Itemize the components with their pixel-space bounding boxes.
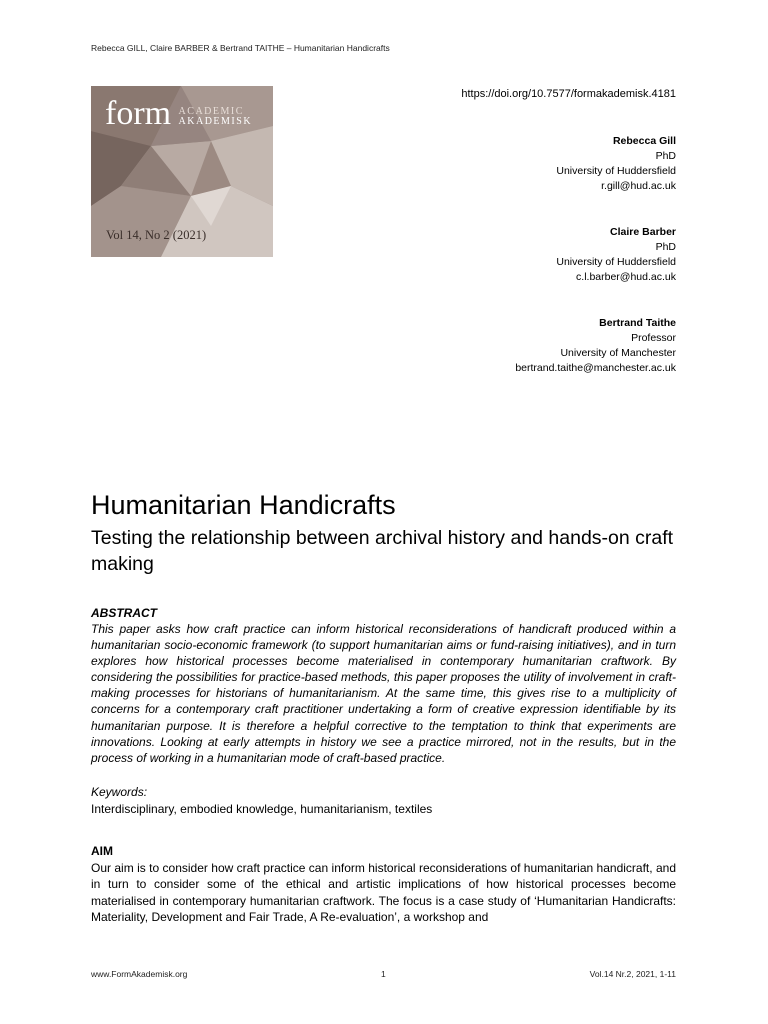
footer-citation: Vol.14 Nr.2, 2021, 1-11	[589, 969, 676, 979]
abstract-text: This paper asks how craft practice can inform historical reconsiderations of handicraft produced within a humanitarian socio-economic framework (to support humanitarian aims or fund-raising initiatives), and in turn explores how historical processes become materialised in contemporary humanitarian craftwork. By considering the possibilities for practice-based methods, this paper proposes the utility of involvement in craft-making processes for historians of humanitarianism. At the same time, this gives rise to a multiplicity of concerns for a contemporary craft practitioner undertaking a form of creative expression identifiable by its humanitarian purpose. It is therefore a helpful corrective to the temptation to think that experiments are innovations. Looking at early attempts in history we see a practice mirrored, not in the results, but in the process of working in a humanitarian mode of craft-based practice.	[91, 622, 676, 765]
author-name: Bertrand Taithe	[599, 317, 676, 329]
aim-heading: AIM	[91, 844, 113, 858]
keywords-label: Keywords:	[91, 785, 148, 799]
author-block	[515, 225, 676, 285]
author-name: Rebecca Gill	[612, 135, 676, 147]
paper-subtitle: Testing the relationship between archival history and hands-on craft making	[91, 527, 674, 575]
author-block	[515, 134, 676, 194]
footer-page-number: 1	[381, 969, 386, 979]
author-list	[515, 134, 676, 407]
author-email[interactable]: r.gill@hud.ac.uk	[601, 180, 676, 192]
cover-logo-akademisk: AKADEMISK	[178, 116, 253, 127]
footer-website[interactable]: www.FormAkademisk.org	[91, 969, 188, 979]
cover-volume: Vol 14, No 2 (2021)	[106, 228, 207, 242]
author-affiliation: University of Huddersfield	[556, 165, 676, 177]
keywords-section	[91, 784, 676, 818]
aim-text: Our aim is to consider how craft practice can inform historical reconsiderations of humanitarian handicraft, and in turn to consider some of the ethical and artistic implications of how historical processes become materialised in contemporary humanitarian craftwork. The focus is a case study of ‘Humanitarian Handicrafts: Materiality, Development and Fair Trade, A Re-evaluation’, a workshop and	[91, 861, 676, 924]
author-title: PhD	[655, 241, 676, 253]
author-title: Professor	[631, 332, 676, 344]
abstract-section	[91, 605, 676, 766]
author-email[interactable]: c.l.barber@hud.ac.uk	[576, 271, 676, 283]
aim-section	[91, 843, 676, 925]
running-head: Rebecca GILL, Claire BARBER & Bertrand TAITHE – Humanitarian Handicrafts	[91, 43, 390, 53]
journal-cover-image	[91, 86, 273, 257]
keywords-text: Interdisciplinary, embodied knowledge, humanitarianism, textiles	[91, 802, 433, 816]
author-name: Claire Barber	[610, 226, 676, 238]
cover-logo-form: form	[105, 95, 172, 132]
author-block	[515, 316, 676, 376]
author-affiliation: University of Manchester	[560, 347, 676, 359]
author-affiliation: University of Huddersfield	[556, 256, 676, 268]
author-title: PhD	[655, 150, 676, 162]
cover-logo-subtitle	[179, 107, 253, 127]
abstract-heading: ABSTRACT	[91, 606, 157, 620]
cover-logo	[105, 94, 252, 134]
paper-title: Humanitarian Handicrafts	[91, 490, 396, 520]
cover-logo-academic: ACADEMIC	[178, 106, 244, 117]
author-email[interactable]: bertrand.taithe@manchester.ac.uk	[515, 362, 676, 374]
doi-link[interactable]: https://doi.org/10.7577/formakademisk.4181	[461, 88, 676, 100]
